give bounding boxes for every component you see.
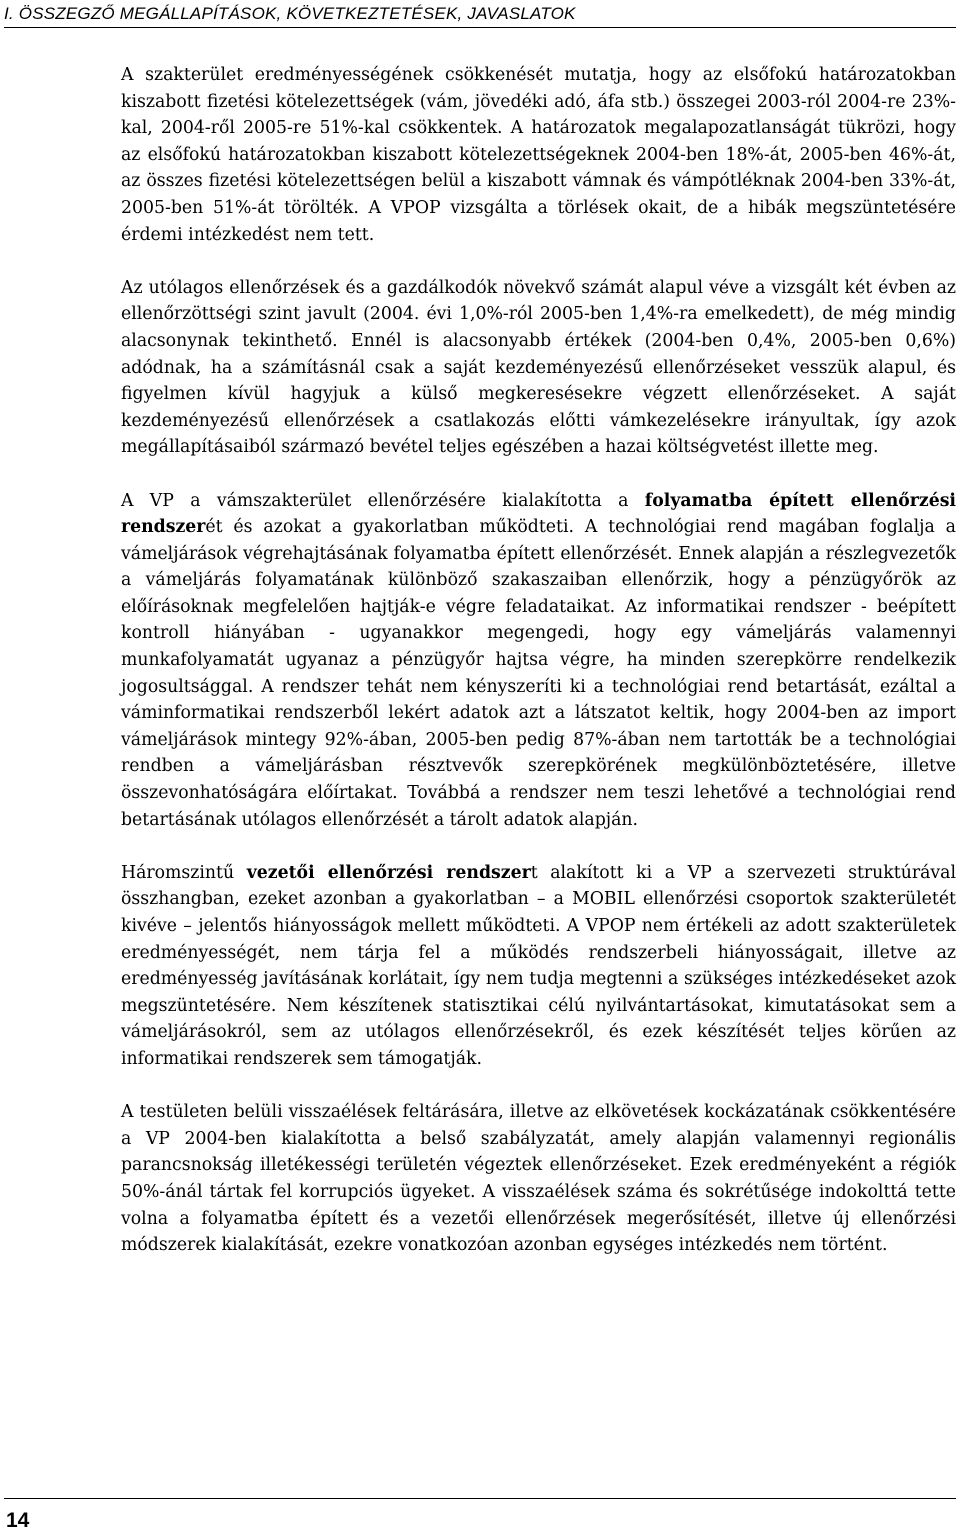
footer-divider (4, 1498, 956, 1499)
header-divider (4, 27, 956, 28)
paragraph-built-in-control-term: folyamatba épített ellenőrzési rendszer (121, 490, 956, 538)
paragraph-built-in-control-lead: A VP a vámszakterület ellenőrzésére kialakította a (121, 490, 645, 511)
paragraph-post-audits: Az utólagos ellenőrzések és a gazdálkodók növekvő számát alapul véve a vizsgált két évben az ellenőrzöttségi szint javult (2004. évi 1,0%-ról 2005-ben 1,4%-ra emelkedett), de még mindig alacsonynak tekinthető. Ennél is alacsonyabb értékek (2004-ben 0,4%, 2005-ben 0,6%) adódnak, ha a számításnál csak a saját kezdeményezésű ellenőrzéseket vesszük alapul, és figyelmen kívül hagyjuk a külső megkeresésekre végzett ellenőrzéseket. A saját kezdeményezésű ellenőrzések a csatlakozás előtti vámkezelésekre irányultak, így azok megállapításaiból származó bevétel teljes egészében a hazai költségvetést illette meg. (121, 277, 956, 458)
paragraph-built-in-control (121, 488, 956, 834)
paragraph-revenue-decrease: A szakterület eredményességének csökkenését mutatja, hogy az elsőfokú határozatokban kiszabott fizetési kötelezettségek (vám, jövedéki adó, áfa stb.) összegei 2003-ról 2004-re 23%-kal, 2004-ről 2005-re 51%-kal csökkentek. A határozatok megalapozatlanságát tükrözi, hogy az elsőfokú határozatokban kiszabott kötelezettségeknek 2004-ben 18%-át, 2005-ben 46%-át, az összes fizetési kötelezettségen belül a kiszabott vámnak és vámpótléknak 2004-ben 33%-át, 2005-ben 51%-át törölték. A VPOP vizsgálta a törlések okait, de a hibák megszüntetésére érdemi intézkedést nem tett. (121, 65, 956, 245)
page-number: 14 (6, 1509, 30, 1532)
page-header-title: I. ÖSSZEGZŐ MEGÁLLAPÍTÁSOK, KÖVETKEZTETÉSEK, JAVASLATOK (4, 4, 576, 23)
paragraph-management-control (121, 860, 956, 1073)
paragraph-management-control-term: vezetői ellenőrzési rendszer (246, 862, 531, 883)
paragraph-management-control-rest: t alakított ki a VP a szervezeti struktúrával összhangban, ezeket azonban a gyakorlatban – a MOBIL ellenőrzési csoportok szakterületét kivéve – jelentős hiányosságok mellett működteti. A VPOP nem értékeli az adott szakterületek eredményességét, nem tárja fel a működés rendszerbeli hiányosságait, illetve az eredményesség javításának korlátait, így nem tudja megtenni a szükséges intézkedéseket azok megszüntetésére. Nem készítenek statisztikai célú nyilvántartásokat, kimutatásokat sem a vámeljárásokról, sem az utólagos ellenőrzésekről, és ezek készítését teljes körűen az informatikai rendszerek sem támogatják. (121, 862, 957, 1069)
paragraph-management-control-lead: Háromszintű (121, 862, 247, 883)
paragraph-built-in-control-rest: ét és azokat a gyakorlatban működteti. A technológiai rend magában foglalja a vámeljárások végrehajtásának folyamatba épített ellenőrzését. Ennek alapján a részlegvezetők a vámeljárás folyamatának különböző szakaszaiban ellenőrzik, hogy a pénzügyőrök az előírásoknak megfelelően hajtják-e végre feladataikat. Az informatikai rendszer - beépített kontroll hiányában - ugyanakkor megengedi, hogy egy vámeljárás valamennyi munkafolyamatát ugyanaz a pénzügyőr hajtsa végre, ha minden szerepkörre rendelkezik jogosultsággal. A rendszer tehát nem kényszeríti ki a technológiai rend betartását, ezáltal a váminformatikai rendszerből lekért adatok azt a látszatot keltik, hogy 2004-ben az import vámeljárások mintegy 92%-ában, 2005-ben pedig 87%-ában nem tartották be a technológiai rendben a vámeljárásban résztvevők szerepkörének megkülönböztetésére, illetve összevonhatóságára előírtakat. Továbbá a rendszer nem teszi lehetővé a technológiai rend betartásának utólagos ellenőrzését a tárolt adatok alapján. (121, 517, 956, 830)
paragraph-internal-abuse: A testületen belüli visszaélések feltárására, illetve az elkövetések kockázatának csökkentésére a VP 2004-ben kialakította a belső szabályzatát, amely alapján valamennyi regionális parancsnokság illetékességi területén végeztek ellenőrzéseket. Ezek eredményeként a régiók 50%-ánál tártak fel korrupciós ügyeket. A visszaélések száma és sokrétűsége indokolttá tette volna a folyamatba épített és a vezetői ellenőrzések megerősítését, illetve új ellenőrzési módszerek kialakítását, ezekre vonatkozóan azonban egységes intézkedés nem történt. (121, 1102, 956, 1256)
document-body (121, 62, 956, 1285)
